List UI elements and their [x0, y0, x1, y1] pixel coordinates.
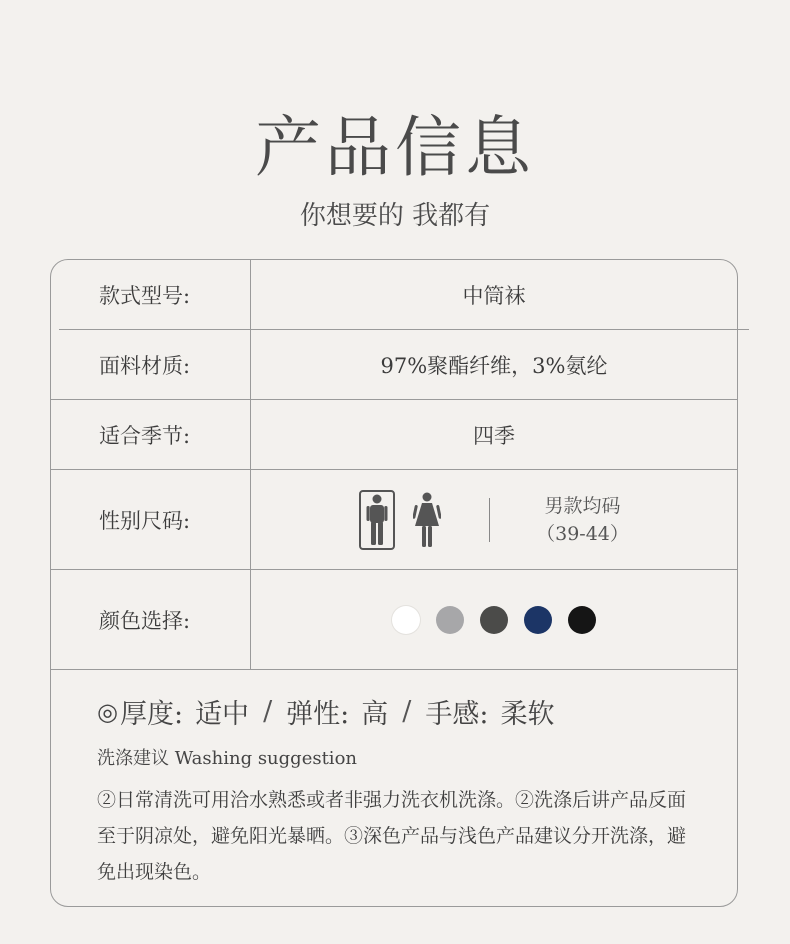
separator: /: [402, 696, 412, 727]
color-label: 颜色选择:: [51, 570, 251, 670]
size-title: 男款均码: [544, 495, 621, 517]
thickness-label: 厚度:: [119, 699, 184, 730]
feature-line: [97, 692, 555, 731]
size-divider: [489, 498, 490, 542]
color-swatch-dark-grey[interactable]: [480, 606, 508, 634]
row-season: [51, 400, 737, 470]
material-value: 97%聚酯纤维，3%氨纶: [380, 354, 608, 378]
row-divider: [51, 669, 737, 670]
male-icon: [366, 494, 388, 546]
style-label: 款式型号:: [51, 260, 251, 330]
row-colors: [51, 570, 737, 670]
page-subtitle: 你想要的 我都有: [299, 201, 491, 231]
product-info-card: [50, 259, 738, 907]
color-swatch-black[interactable]: [568, 606, 596, 634]
row-material: [51, 330, 737, 400]
season-value: 四季: [473, 424, 515, 448]
material-label: 面料材质:: [51, 330, 251, 400]
color-swatch-white[interactable]: [392, 606, 420, 634]
color-swatch-navy[interactable]: [524, 606, 552, 634]
feel-label: 手感:: [425, 699, 489, 730]
male-icon-box: [359, 490, 395, 550]
elasticity-label: 弹性:: [286, 699, 350, 730]
female-icon: [413, 492, 441, 548]
feel-value: 柔软: [500, 699, 555, 730]
washing-text: ②日常清洗可用洽水熟悉或者非强力洗衣机洗涤。②洗涤后讲产品反面至于阴凉处，避免阳光暴晒。③深色产品与浅色产品建议分开洗涤，避免出现染色。: [97, 789, 687, 883]
style-value: 中筒袜: [462, 284, 526, 308]
bullet-icon: ◎: [97, 697, 118, 726]
thickness-value: 适中: [195, 699, 250, 730]
page-title: 产品信息: [255, 109, 535, 186]
size-info: [359, 490, 629, 550]
size-label: 性别尺码:: [51, 470, 251, 570]
washing-title: 洗涤建议 Washing suggestion: [97, 748, 357, 769]
color-options: [384, 606, 604, 634]
row-style: [51, 260, 737, 330]
size-range: （39-44）: [536, 523, 629, 545]
row-size: [51, 470, 737, 570]
color-swatch-grey[interactable]: [436, 606, 464, 634]
season-label: 适合季节:: [51, 400, 251, 470]
separator: /: [263, 696, 273, 727]
elasticity-value: 高: [361, 699, 389, 730]
